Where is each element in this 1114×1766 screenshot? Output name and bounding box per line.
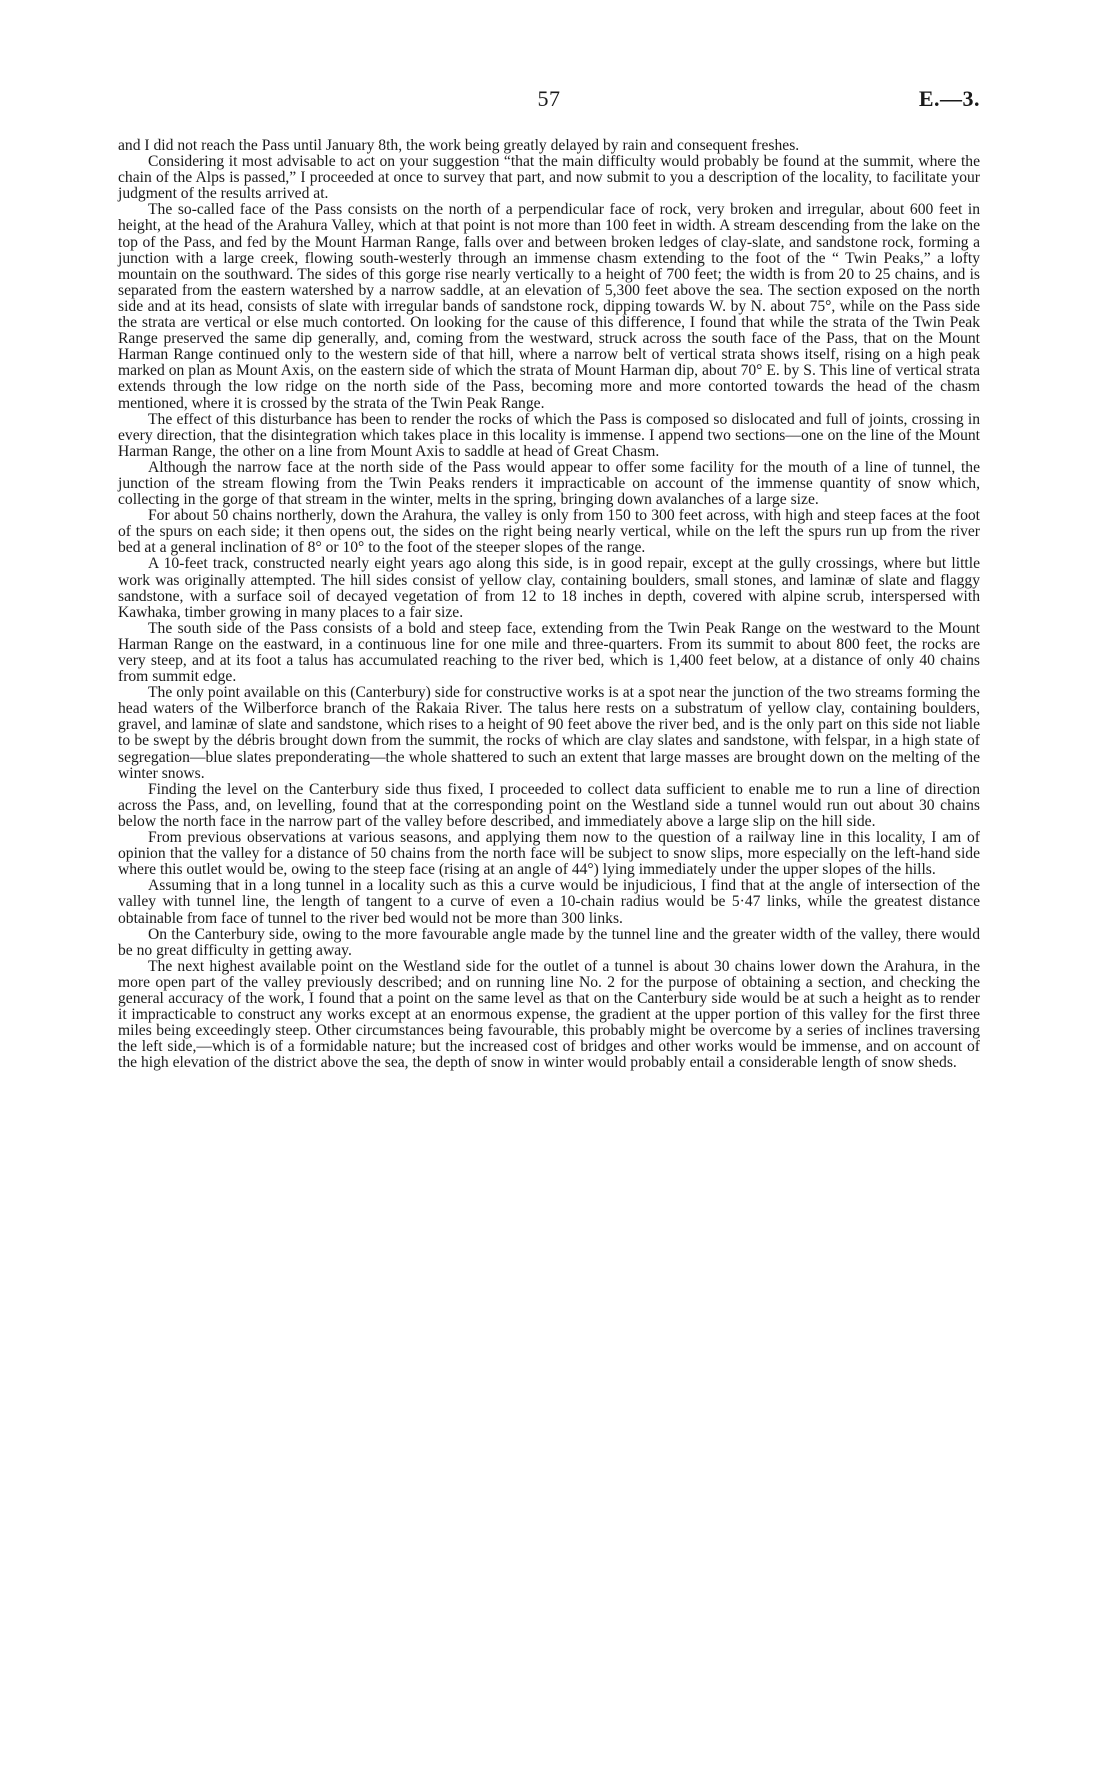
page-header — [118, 86, 980, 116]
paragraph-5: Although the narrow face at the north side of the Pass would appear to offer some facility for the mouth of a line of tunnel, the junction of the stream flowing from the Twin Peaks renders it impracticable on account of the immense quantity of snow which, collecting in the gorge of that stream in the winter, melts in the spring, bringing down avalanches of a large size. — [118, 458, 980, 509]
page-number: 57 — [537, 86, 561, 111]
paragraph-2: Considering it most advisable to act on your suggestion “that the main difficulty would probably be found at the summit, where the chain of the Alps is passed,” I proceeded at once to survey that part, and now submit to you a description of the locality, to facilitate your judgment of the results arrived at. — [118, 153, 980, 203]
document-reference: E.—3. — [918, 86, 980, 111]
paragraph-12: Assuming that in a long tunnel in a locality such as this a curve would be injudicious, I find that at the angle of intersection of the valley with tunnel line, the length of tangent to a curve of even a 10-chain radius would be 5·47 links, while the greatest distance obtainable from face of tunnel to the river bed would not be more than 300 links. — [118, 877, 980, 927]
paragraph-9: The only point available on this (Canterbury) side for constructive works is at a spot near the junction of the two streams forming the head waters of the Wilberforce branch of the Rakaia River. The talus here rests on a substratum of yellow clay, containing boulders, gravel, and laminæ of slate and sandstone, which rises to a height of 90 feet above the river bed, and is the only part on this side not liable to be swept by the débris brought down from the summit, the rocks of which are clay slates and sandstone, with felspar, in a high state of segregation—blue slates preponderating—the whole shattered to such an extent that large masses are brought down on the melting of the winter snows. — [118, 684, 980, 782]
paragraph-4: The effect of this disturbance has been to render the rocks of which the Pass is composed so dislocated and full of joints, crossing in every direction, that the disintegration which takes place in this locality is immense. I append two sections—one on the line of the Mount Harman Range, the other on a line from Mount Axis to saddle at head of Great Chasm. — [118, 410, 980, 460]
paragraph-7: A 10-feet track, constructed nearly eight years ago along this side, is in good repair, except at the gully crossings, where but little work was originally attempted. The hill sides consist of yellow clay, containing boulders, small stones, and laminæ of slate and flaggy sandstone, with a surface soil of decayed vegetation of from 12 to 18 inches in depth, covered with alpine scrub, interspersed with Kawhaka, timber growing in many places to a fair size. — [118, 555, 980, 621]
paragraph-10: Finding the level on the Canterbury side thus fixed, I proceeded to collect data sufficient to enable me to run a line of direction across the Pass, and, on levelling, found that at the corresponding point on the Westland side a tunnel would run out about 30 chains below the north face in the narrow part of the valley before described, and immediately above a large slip on the hill side. — [118, 780, 980, 830]
paragraph-11: From previous observations at various seasons, and applying them now to the question of a railway line in this locality, I am of opinion that the valley for a distance of 50 chains from the north face will be subject to snow slips, more especially on the left-hand side where this outlet would be, owing to the steep face (rising at an angle of 44°) lying immediately under the upper slopes of the hills. — [118, 829, 980, 879]
paragraph-3: The so-called face of the Pass consists on the north of a perpendicular face of rock, very broken and irregular, about 600 feet in height, at the head of the Arahura Valley, which at that point is not more than 100 feet in width. A stream descending from the lake on the top of the Pass, and fed by the Mount Harman Range, falls over and between broken ledges of clay-slate, and sandstone rock, forming a junction with a large creek, flowing south-westerly through an immense chasm extending to the foot of the “ Twin Peaks,” a lofty mountain on the southward. The sides of this gorge rise nearly vertically to a height of 700 feet; the width is from 20 to 25 chains, and is separated from the eastern watershed by a narrow saddle, at an elevation of 5,300 feet above the sea. The section exposed on the north side and at its head, consists of slate with irregular bands of sandstone rock, dipping towards W. by N. about 75°, while on the Pass side the strata are vertical or else much contorted. On looking for the cause of this difference, I found that while the strata of the Twin Peak Range preserved the same dip generally, and, coming from the westward, struck across the south face of the Pass, that on the Mount Harman Range continued only to the western side of that hill, where a narrow belt of vertical strata shows itself, rising on a high peak marked on plan as Mount Axis, on the eastern side of which the strata of Mount Harman dip, about 70° E. by S. This line of vertical strata extends through the low ridge on the north side of the Pass, becoming more and more contorted towards the head of the chasm mentioned, where it is crossed by the strata of the Twin Peak Range. — [118, 201, 980, 412]
paragraph-1: and I did not reach the Pass until January 8th, the work being greatly delayed by rain and consequent freshes. — [118, 137, 800, 154]
body-text — [118, 138, 980, 1071]
paragraph-13: On the Canterbury side, owing to the more favourable angle made by the tunnel line and the greater width of the valley, there would be no great difficulty in getting away. — [118, 925, 980, 959]
paragraph-14: The next highest available point on the Westland side for the outlet of a tunnel is about 30 chains lower down the Arahura, in the more open part of the valley previously described; and on running line No. 2 for the purpose of obtaining a section, and checking the general accuracy of the work, I found that a point on the same level as that on the Canterbury side would be at such a height as to render it impracticable to construct any works except at an enormous expense, the gradient at the upper portion of this valley for the first three miles being exceedingly steep. Other circumstances being favourable, this probably might be overcome by a series of inclines traversing the left side,—which is of a formidable nature; but the increased cost of bridges and other works would be immense, and on account of the high elevation of the district above the sea, the depth of snow in winter would probably entail a considerable length of snow sheds. — [118, 957, 980, 1072]
paragraph-8: The south side of the Pass consists of a bold and steep face, extending from the Twin Peak Range on the westward to the Mount Harman Range on the eastward, in a continuous line for one mile and three-quarters. From its summit to about 800 feet, the rocks are very steep, and at its foot a talus has accumulated reaching to the river bed, which is 1,400 feet below, at a distance of only 40 chains from summit edge. — [118, 619, 980, 686]
paragraph-6: For about 50 chains northerly, down the Arahura, the valley is only from 150 to 300 feet across, with high and steep faces at the foot of the spurs on each side; it then opens out, the sides on the right being nearly vertical, while on the left the spurs run up from the river bed at a general inclination of 8° or 10° to the foot of the steeper slopes of the range. — [118, 507, 980, 557]
